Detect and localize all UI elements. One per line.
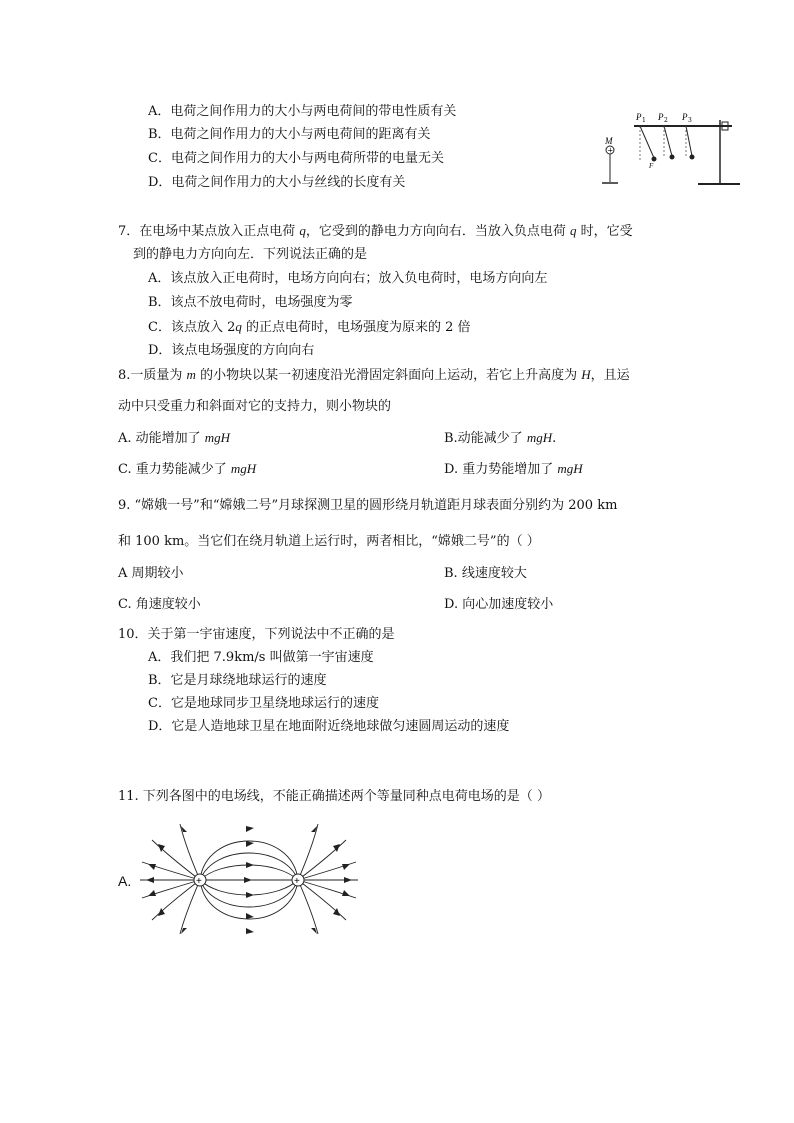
label-p2: P: [658, 112, 664, 122]
q11-option-a-label: A.: [118, 873, 132, 889]
q6-option-b: B．电荷之间作用力的大小与两电荷间的距离有关: [148, 127, 431, 142]
q9-option-a: A 周期较小: [118, 566, 184, 581]
q10-option-c: C．它是地球同步卫星绕地球运行的速度: [148, 696, 379, 711]
q10-option-b: B．它是月球绕地球运行的速度: [148, 673, 327, 688]
label-f: F: [649, 162, 654, 170]
q8-option-b: B.动能减少了 mgH.: [444, 430, 557, 446]
label-p3: P: [682, 112, 688, 122]
charge-left-plus: +: [196, 876, 202, 887]
q6-option-d: D．电荷之间作用力的大小与丝线的长度有关: [148, 175, 406, 190]
q9-stem-line2: 和 100 km。当它们在绕月轨道上运行时，两者相比，“嫦娥二号”的（ ）: [118, 534, 540, 549]
q8-option-d: D. 重力势能增加了 mgH: [444, 461, 583, 477]
q9-option-b: B. 线速度较大: [444, 566, 527, 581]
label-p1-sub: 1: [642, 117, 646, 124]
label-p2-sub: 2: [664, 117, 668, 124]
q9-option-c: C. 角速度较小: [118, 597, 201, 612]
q6-option-a: A．电荷之间作用力的大小与两电荷间的带电性质有关: [148, 104, 457, 119]
q7-option-a: A．该点放入正电荷时，电场方向向右；放入负电荷时，电场方向向左: [148, 271, 548, 286]
q11-stem: 11. 下列各图中的电场线，不能正确描述两个等量同种点电荷电场的是（ ）: [118, 789, 550, 804]
q8-option-a: A. 动能增加了 mgH: [118, 430, 231, 446]
q8-stem-line1: 8.一质量为 m 的小物块以某一初速度沿光滑固定斜面向上运动，若它上升高度为 H，且运: [118, 367, 630, 383]
charge-right-plus: +: [294, 876, 300, 887]
label-p3-sub: 3: [688, 117, 692, 124]
q7-option-d: D．该点电场强度的方向向右: [148, 343, 315, 358]
q9-option-d: D. 向心加速度较小: [444, 597, 554, 612]
q10-option-d: D．它是人造地球卫星在地面附近绕地球做匀速圆周运动的速度: [148, 719, 510, 734]
label-m: M: [605, 136, 613, 146]
q10-option-a: A．我们把 7.9km/s 叫做第一宇宙速度: [148, 650, 374, 665]
q7-option-c: C．该点放入 2q 的正点电荷时，电场强度为原来的 2 倍: [148, 319, 471, 335]
q6-pendulum-figure: [594, 108, 744, 190]
q10-stem: 10．关于第一宇宙速度，下列说法中不正确的是: [118, 627, 395, 642]
charge-m-plus: +: [607, 146, 614, 155]
q7-option-b: B．该点不放电荷时，电场强度为零: [148, 295, 353, 310]
q7-stem-line2: 到的静电力方向向左．下列说法正确的是: [133, 247, 368, 262]
q8-stem-line2: 动中只受重力和斜面对它的支持力，则小物块的: [118, 399, 392, 414]
label-p1: P: [636, 112, 642, 122]
q8-option-c: C. 重力势能减少了 mgH: [118, 461, 257, 477]
q6-option-c: C．电荷之间作用力的大小与两电荷所带的电量无关: [148, 151, 444, 166]
q9-stem-line1: 9. “嫦娥一号”和“嫦娥二号”月球探测卫星的圆形绕月轨道距月球表面分别约为 200 km: [118, 498, 618, 513]
q7-stem-line1: 7．在电场中某点放入正点电荷 q，它受到的静电力方向向右．当放入负点电荷 q 时，它受: [118, 223, 633, 239]
field-lines-diagram-a: [136, 820, 366, 936]
